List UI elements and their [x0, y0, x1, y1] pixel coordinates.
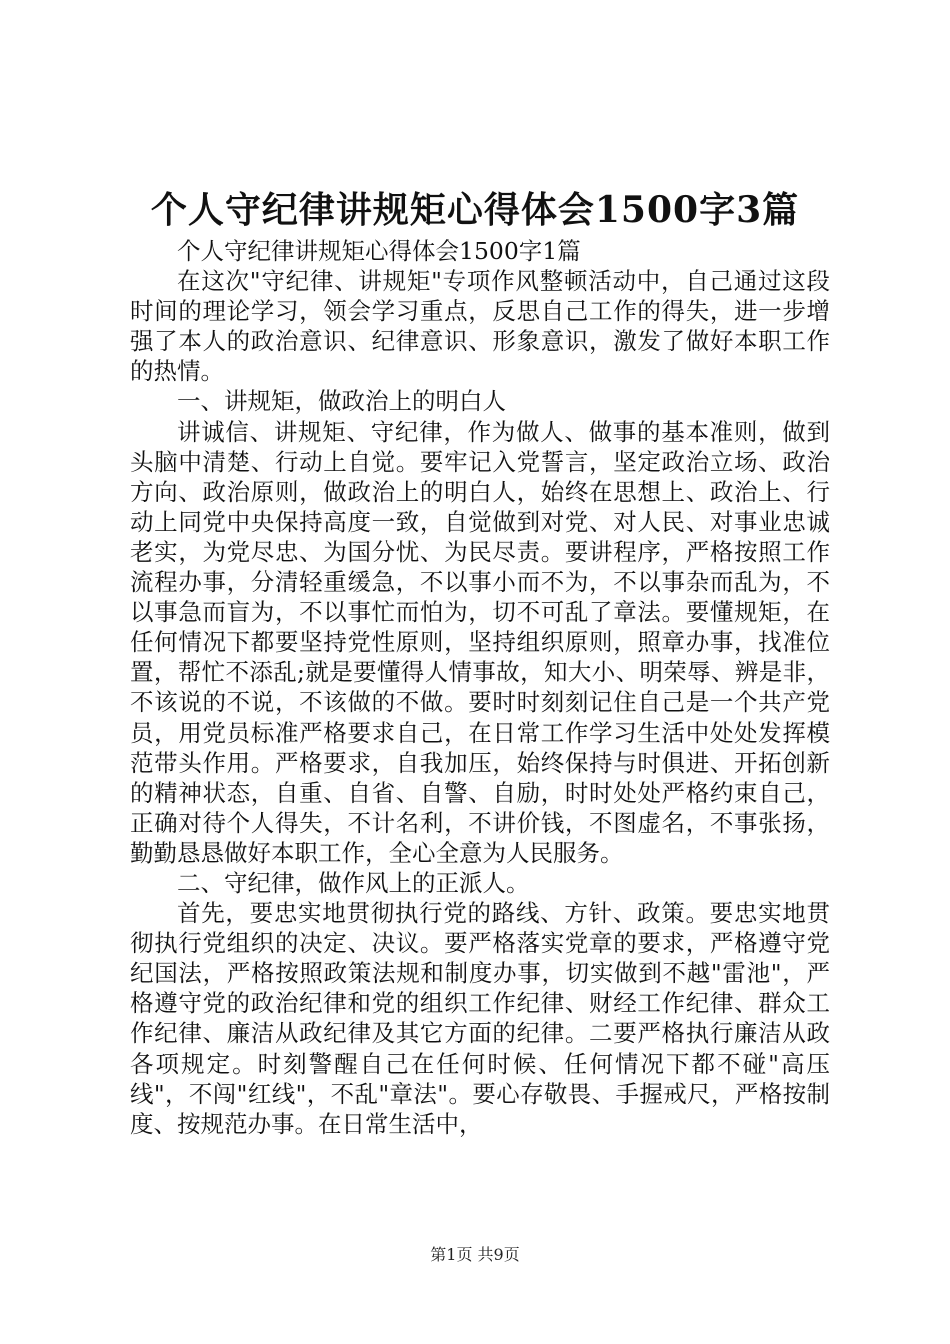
section-heading-2: 二、守纪律，做作风上的正派人。: [177, 868, 530, 897]
subtitle-paragraph: 个人守纪律讲规矩心得体会1500字1篇: [177, 237, 581, 265]
section-1-paragraph: 讲诚信、讲规矩、守纪律，作为做人、做事的基本准则，做到头脑中清楚、行动上自觉。要牢记入党誓言，坚定政治立场、政治方向、政治原则，做政治上的明白人，始终在思想上、政治上、行动上同党中央保持高度一致，自觉做到对党、对人民、对事业忠诚老实，为党尽忠、为国分忧、为民尽责。要讲程序，严格按照工作流程办事，分清轻重缓急，不以事小而不为，不以事杂而乱为，不以事急而盲为，不以事忙而怕为，切不可乱了章法。要懂规矩，在任何情况下都要坚持党性原则，坚持组织原则，照章办事，找准位置，帮忙不添乱;就是要懂得人情事故，知大小、明荣辱、辨是非，不该说的不说，不该做的不做。要时时刻刻记住自己是一个共产党员，用党员标准严格要求自己，在日常工作学习生活中处处发挥模范带头作用。严格要求，自我加压，始终保持与时俱进、开拓创新的精神状态，自重、自省、自警、自励，时时处处严格约束自己，正确对待个人得失，不计名利，不讲价钱，不图虚名，不事张扬，勤勤恳恳做好本职工作，全心全意为人民服务。: [130, 417, 830, 867]
page-footer: 第1页 共9页: [430, 1245, 520, 1264]
document-title: 个人守纪律讲规矩心得体会1500字3篇: [150, 189, 800, 231]
intro-paragraph: 在这次"守纪律、讲规矩"专项作风整顿活动中，自己通过这段时间的理论学习，领会学习重点，反思自己工作的得失，进一步增强了本人的政治意识、纪律意识、形象意识，激发了做好本职工作的热情。: [130, 267, 830, 386]
section-heading-1: 一、讲规矩，做政治上的明白人: [177, 387, 506, 416]
section-2-paragraph: 首先，要忠实地贯彻执行党的路线、方针、政策。要忠实地贯彻执行党组织的决定、决议。要严格落实党章的要求，严格遵守党纪国法，严格按照政策法规和制度办事，切实做到不越"雷池"，严格遵守党的政治纪律和党的组织工作纪律、财经工作纪律、群众工作纪律、廉洁从政纪律及其它方面的纪律。二要严格执行廉洁从政各项规定。时刻警醒自己在任何时候、任何情况下都不碰"高压线"，不闯"红线"，不乱"章法"。要心存敬畏、手握戒尺，严格按制度、按规范办事。在日常生活中，: [130, 899, 830, 1138]
document-body: [130, 236, 830, 1139]
